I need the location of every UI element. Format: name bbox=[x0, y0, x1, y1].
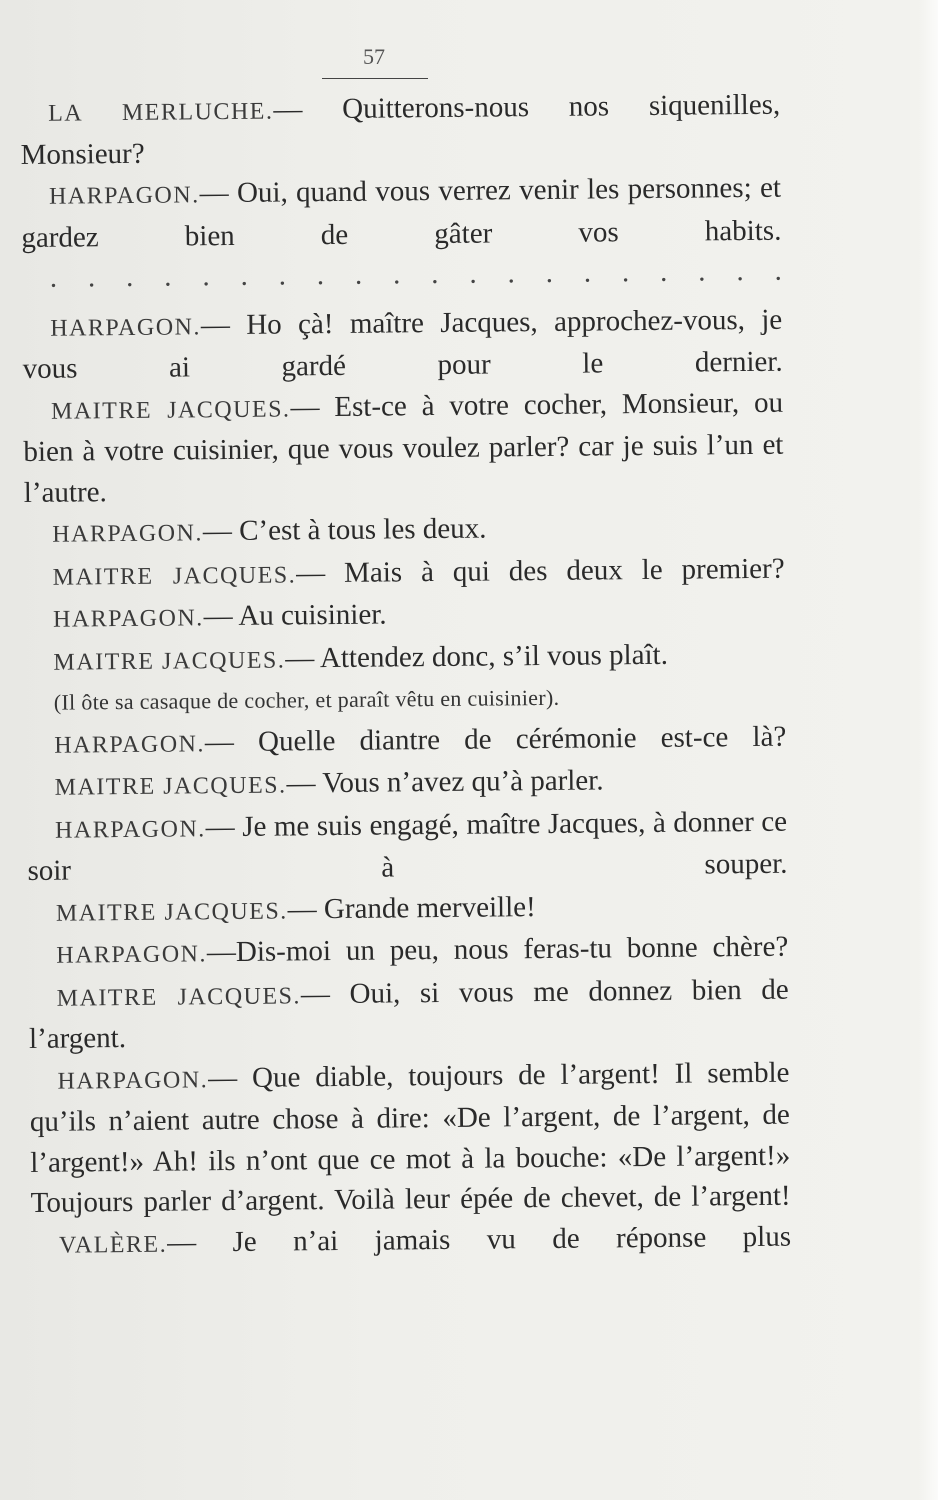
speaker-name: HARPAGON. bbox=[52, 520, 204, 548]
dialogue-text: Que diable, toujours de l’argent! Il semble qu’ils n’aient autre chose à dire: «De l’argent, de l’argent, de l’argent!» Ah! ils n’ont que ce mot à la bouche: «De l’argent!» Toujours parler d’argent. Voilà leur épée de chevet, de l’argent! bbox=[29, 1056, 791, 1219]
dialogue-line: MAITRE JACQUES.— Oui, si vous me donnez bien de l’argent. bbox=[28, 973, 789, 1055]
dialogue-line: HARPAGON.— Ho çà! maître Jacques, approchez-vous, je vous ai gardé pour le dernier. bbox=[22, 303, 783, 385]
dialogue-text: Au cuisinier. bbox=[238, 598, 387, 632]
dialogue-text: Est-ce à votre cocher, Monsieur, ou bien à votre cuisinier, que vous voulez parler? car je suis l’un et l’autre. bbox=[23, 386, 784, 509]
speaker-name: HARPAGON. bbox=[56, 941, 208, 969]
speaker-name: LA MERLUCHE. bbox=[48, 98, 274, 127]
speaker-name: MAITRE JACQUES. bbox=[56, 982, 302, 1012]
speaker-name: HARPAGON. bbox=[57, 1066, 209, 1095]
dialogue-line: MAITRE JACQUES.— Mais à qui des deux le premier? bbox=[52, 552, 785, 591]
speaker-name: HARPAGON. bbox=[48, 182, 200, 210]
stage-direction: (Il ôte sa casaque de cocher, et paraît vêtu en cuisinier). bbox=[53, 684, 560, 715]
speaker-name: MAITRE JACQUES. bbox=[53, 646, 286, 676]
dialogue-text: Je me suis engagé, maître Jacques, à donner ce soir à souper. bbox=[27, 805, 788, 887]
speaker-name: MAITRE JACQUES. bbox=[54, 772, 287, 801]
ellipsis-row: . . . . . . . . . . . . . . . . . . . . bbox=[49, 254, 782, 294]
speaker-name: HARPAGON. bbox=[54, 730, 206, 759]
dialogue-line: HARPAGON.— Quelle diantre de cérémonie est-ce là? bbox=[54, 720, 787, 759]
dialogue-line: HARPAGON.— Que diable, toujours de l’argent! Il semble qu’ils n’aient autre chose à dire: «De l’argent, de l’argent, de l’argent!» Ah! ils n’ont que ce mot à la bouche: «De l’argent!» Toujours parler d’argent. Voilà leur épée de chevet, de l’argent! bbox=[29, 1056, 791, 1219]
dialogue-text: Ho çà! maître Jacques, approchez-vous, je vous ai gardé pour le dernier. bbox=[22, 303, 783, 385]
dialogue-line: HARPAGON.—Dis-moi un peu, nous feras-tu bonne chère? bbox=[56, 930, 789, 969]
speaker-name: MAITRE JACQUES. bbox=[50, 395, 291, 425]
speaker-name: HARPAGON. bbox=[52, 605, 204, 633]
dialogue-line: MAITRE JACQUES.— Grande merveille! bbox=[55, 890, 536, 927]
dialogue-text: Grande merveille! bbox=[323, 890, 536, 925]
speaker-name: MAITRE JACQUES. bbox=[55, 897, 288, 927]
dialogue-line: HARPAGON.— Oui, quand vous verrez venir les personnes; et gardez bien de gâter vos habits. bbox=[21, 171, 782, 254]
dialogue-text: Dis-moi un peu, nous feras-tu bonne chère? bbox=[235, 930, 789, 968]
page-number: 57 bbox=[363, 44, 385, 69]
dialogue-text: Oui, quand vous verrez venir les personnes; et gardez bien de gâter vos habits. bbox=[21, 171, 782, 254]
dialogue-line: MAITRE JACQUES.— Attendez donc, s’il vous plaît. bbox=[53, 638, 669, 676]
dialogue-text: Mais à qui des deux le premier? bbox=[343, 552, 785, 589]
dialogue-text: Quitterons-nous nos siquenilles, Monsieur? bbox=[20, 88, 781, 171]
dialogue-text: Oui, si vous me donnez bien de l’argent. bbox=[28, 973, 789, 1055]
dialogue-line: HARPAGON.— Au cuisinier. bbox=[52, 598, 387, 633]
page-binding-edge bbox=[918, 0, 938, 1500]
dialogue-text: Quelle diantre de cérémonie est-ce là? bbox=[257, 720, 787, 758]
dialogue-text: Vous n’avez qu’à parler. bbox=[322, 764, 604, 800]
dialogue-line: HARPAGON.— Je me suis engagé, maître Jacques, à donner ce soir à souper. bbox=[27, 805, 788, 887]
page-number-rule bbox=[322, 78, 428, 79]
speaker-name: VALÈRE. bbox=[58, 1231, 168, 1259]
dialogue-line: MAITRE JACQUES.— Est-ce à votre cocher, Monsieur, ou bien à votre cuisinier, que vous voulez parler? car je suis l’un et l’autre. bbox=[23, 386, 784, 509]
speaker-name: HARPAGON. bbox=[50, 313, 202, 342]
dialogue-text: Attendez donc, s’il vous plaît. bbox=[319, 638, 669, 674]
dialogue-text: Je n’ai jamais vu de réponse plus bbox=[232, 1220, 792, 1258]
dialogue-line: MAITRE JACQUES.— Vous n’avez qu’à parler. bbox=[54, 764, 604, 801]
dialogue-text: C’est à tous les deux. bbox=[238, 512, 487, 547]
speaker-name: MAITRE JACQUES. bbox=[52, 561, 297, 591]
dialogue-line: HARPAGON.— C’est à tous les deux. bbox=[52, 512, 487, 548]
play-text bbox=[20, 85, 791, 1266]
speaker-name: HARPAGON. bbox=[54, 815, 206, 844]
dialogue-line: VALÈRE.— Je n’ai jamais vu de réponse plus bbox=[58, 1220, 792, 1259]
dialogue-line: LA MERLUCHE.— Quitterons-nous nos siquenilles, Monsieur? bbox=[20, 88, 781, 171]
